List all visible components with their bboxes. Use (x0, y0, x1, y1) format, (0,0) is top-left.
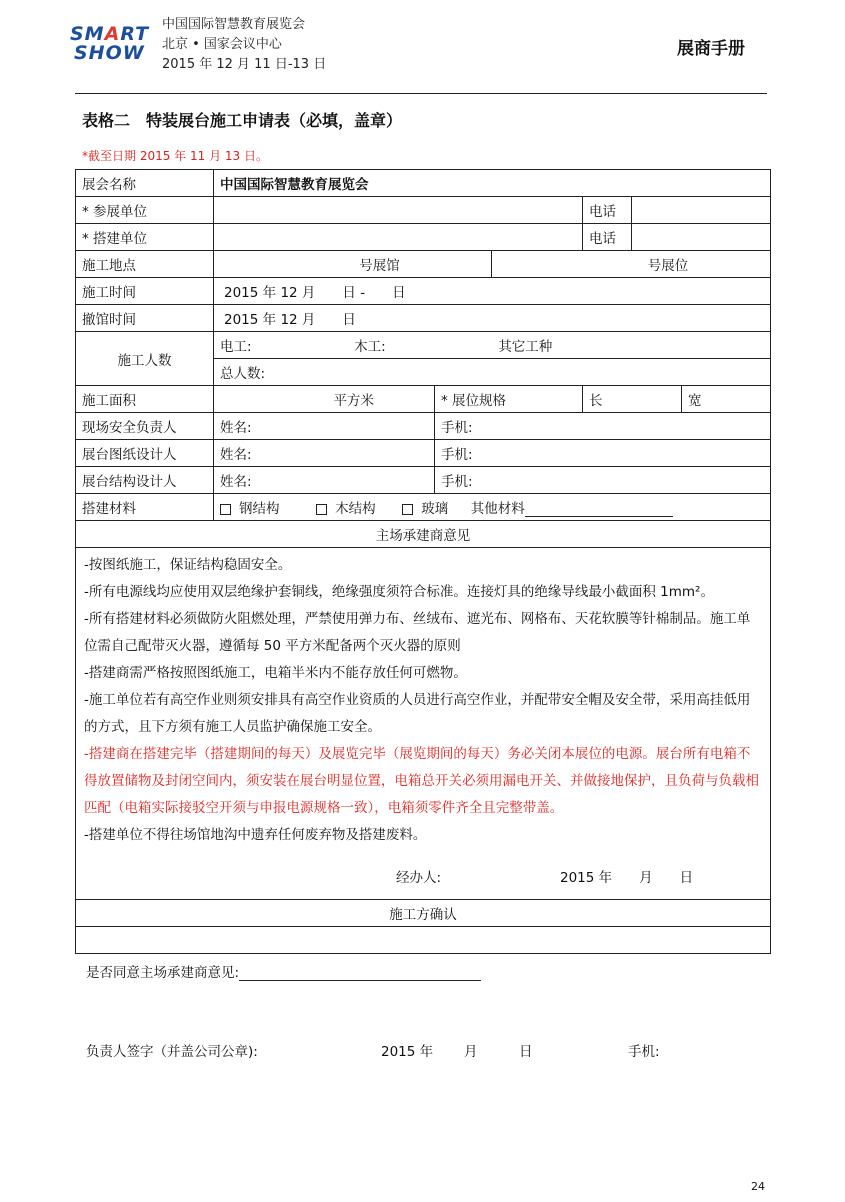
handler-row (84, 849, 762, 895)
opinion-power-warning: -搭建商在搭建完毕（搭建期间的每天）及展览完毕（展览期间的每天）务必关闭本展位的电源。展台所有电箱不得放置储物及封闭空间内，须安装在展台明显位置，电箱总开关必须用漏电开关、并做接地保护，且负荷与负载相匹配（电箱实际接驳空开须与申报电源规格一致），电箱须零件齐全且完整带盖。 (84, 746, 759, 816)
header-venue: 北京 • 国家会议中心 (162, 37, 282, 52)
header-exhibition-name: 中国国际智慧教育展览会 (162, 17, 306, 32)
opinion-item: -所有搭建材料必须做防火阻燃处理，严禁使用弹力布、丝绒布、遮光布、网格布、天花软膜等针棉制品。施工单位需自己配带灭火器，遵循每 50 平方米配备两个灭火器的原则 (84, 611, 751, 654)
steel-label: 钢结构 (239, 501, 280, 517)
total-workers-field[interactable]: 总人数: (214, 359, 771, 386)
page-number: 24 (751, 1180, 765, 1193)
steel-checkbox[interactable] (220, 504, 231, 515)
build-time-field[interactable]: 2015 年 12 月 日 - 日 (214, 278, 771, 305)
header-divider (75, 93, 767, 94)
contractor-opinion (76, 548, 771, 900)
wood-checkbox[interactable] (316, 504, 327, 515)
agree-question: 是否同意主场承建商意见: (86, 961, 481, 981)
exhibition-name-value: 中国国际智慧教育展览会 (214, 170, 771, 197)
opinion-item: -所有电源线均应使用双层绝缘护套铜线，绝缘强度须符合标准。连接灯具的绝缘导线最小截面积 1mm²。 (84, 584, 714, 600)
agree-field[interactable] (239, 966, 481, 981)
deadline-note: *截至日期 2015 年 11 月 13 日。 (82, 149, 268, 163)
opinion-item: -搭建单位不得往场馆地沟中遗弃任何废弃物及搭建废料。 (84, 827, 427, 843)
builder-confirm-title: 施工方确认 (76, 900, 771, 927)
workers-label: 施工人数 (76, 332, 214, 386)
sign-day: 日 (519, 1044, 533, 1060)
builder-field[interactable] (214, 224, 583, 251)
opinion-item: -按图纸施工，保证结构稳固安全。 (84, 557, 292, 573)
carpenter-label: 木工: (354, 339, 386, 355)
glass-checkbox[interactable] (402, 504, 413, 515)
builder-phone-field[interactable] (632, 224, 771, 251)
opinion-item: -施工单位若有高空作业则须安排具有高空作业资质的人员进行高空作业，并配带安全帽及安全带，采用高挂低用的方式，且下方须有施工人员监护确保施工安全。 (84, 692, 751, 735)
electrician-label: 电工: (220, 339, 252, 355)
application-form-table (75, 169, 771, 1060)
form-title: 表格二 特装展台施工申请表（必填，盖章） (82, 111, 403, 130)
exhibitor-field[interactable] (214, 197, 583, 224)
length-field[interactable]: 长 (583, 386, 682, 413)
dismantle-time-field[interactable]: 2015 年 12 月 日 (214, 305, 771, 332)
other-material-label: 其他材料 (470, 501, 525, 517)
wood-label: 木结构 (335, 501, 376, 517)
sign-mobile[interactable]: 手机: (628, 1044, 660, 1060)
drawing-designer-name[interactable]: 姓名: (214, 440, 435, 467)
drawing-designer-mobile[interactable]: 手机: (435, 440, 771, 467)
contractor-opinion-title: 主场承建商意见 (76, 521, 771, 548)
booth-spec-label: * 展位规格 (435, 386, 583, 413)
safety-officer-mobile[interactable]: 手机: (435, 413, 771, 440)
handler-date[interactable]: 2015 年 月 日 (560, 870, 694, 886)
manual-title: 展商手册 (677, 39, 745, 59)
glass-label: 玻璃 (421, 501, 449, 517)
material-options (214, 494, 771, 521)
handler-label: 经办人: (396, 870, 442, 886)
area-label: 施工面积 (76, 386, 214, 413)
exhibitor-phone-field[interactable] (632, 197, 771, 224)
safety-officer-label: 现场安全负责人 (76, 413, 214, 440)
other-material-field[interactable] (525, 502, 673, 517)
builder-phone-label: 电话 (583, 224, 632, 251)
width-field[interactable]: 宽 (682, 386, 771, 413)
exhibitor-phone-label: 电话 (583, 197, 632, 224)
build-time-label: 施工时间 (76, 278, 214, 305)
exhibitor-label: * 参展单位 (76, 197, 214, 224)
structure-designer-label: 展台结构设计人 (76, 467, 214, 494)
booth-field[interactable]: 号展位 (492, 251, 771, 278)
dismantle-time-label: 撤馆时间 (76, 305, 214, 332)
smart-show-logo: SMART SHOW (70, 23, 150, 64)
builder-label: * 搭建单位 (76, 224, 214, 251)
area-field[interactable]: 平方米 (214, 386, 435, 413)
opinion-item: -搭建商需严格按照图纸施工，电箱半米内不能存放任何可燃物。 (84, 665, 467, 681)
hall-field[interactable]: 号展馆 (214, 251, 492, 278)
site-label: 施工地点 (76, 251, 214, 278)
material-label: 搭建材料 (76, 494, 214, 521)
sign-year: 2015 年 (381, 1044, 434, 1060)
sign-label: 负责人签字（并盖公司公章): (86, 1044, 258, 1060)
sign-month: 月 (464, 1044, 478, 1060)
drawing-designer-label: 展台图纸设计人 (76, 440, 214, 467)
other-worker-label: 其它工种 (498, 339, 553, 355)
structure-designer-mobile[interactable]: 手机: (435, 467, 771, 494)
exhibition-name-label: 展会名称 (76, 170, 214, 197)
safety-officer-name[interactable]: 姓名: (214, 413, 435, 440)
structure-designer-name[interactable]: 姓名: (214, 467, 435, 494)
builder-confirm-section (76, 927, 771, 1060)
workers-breakdown[interactable] (214, 332, 771, 359)
header-dates: 2015 年 12 月 11 日-13 日 (162, 57, 327, 72)
